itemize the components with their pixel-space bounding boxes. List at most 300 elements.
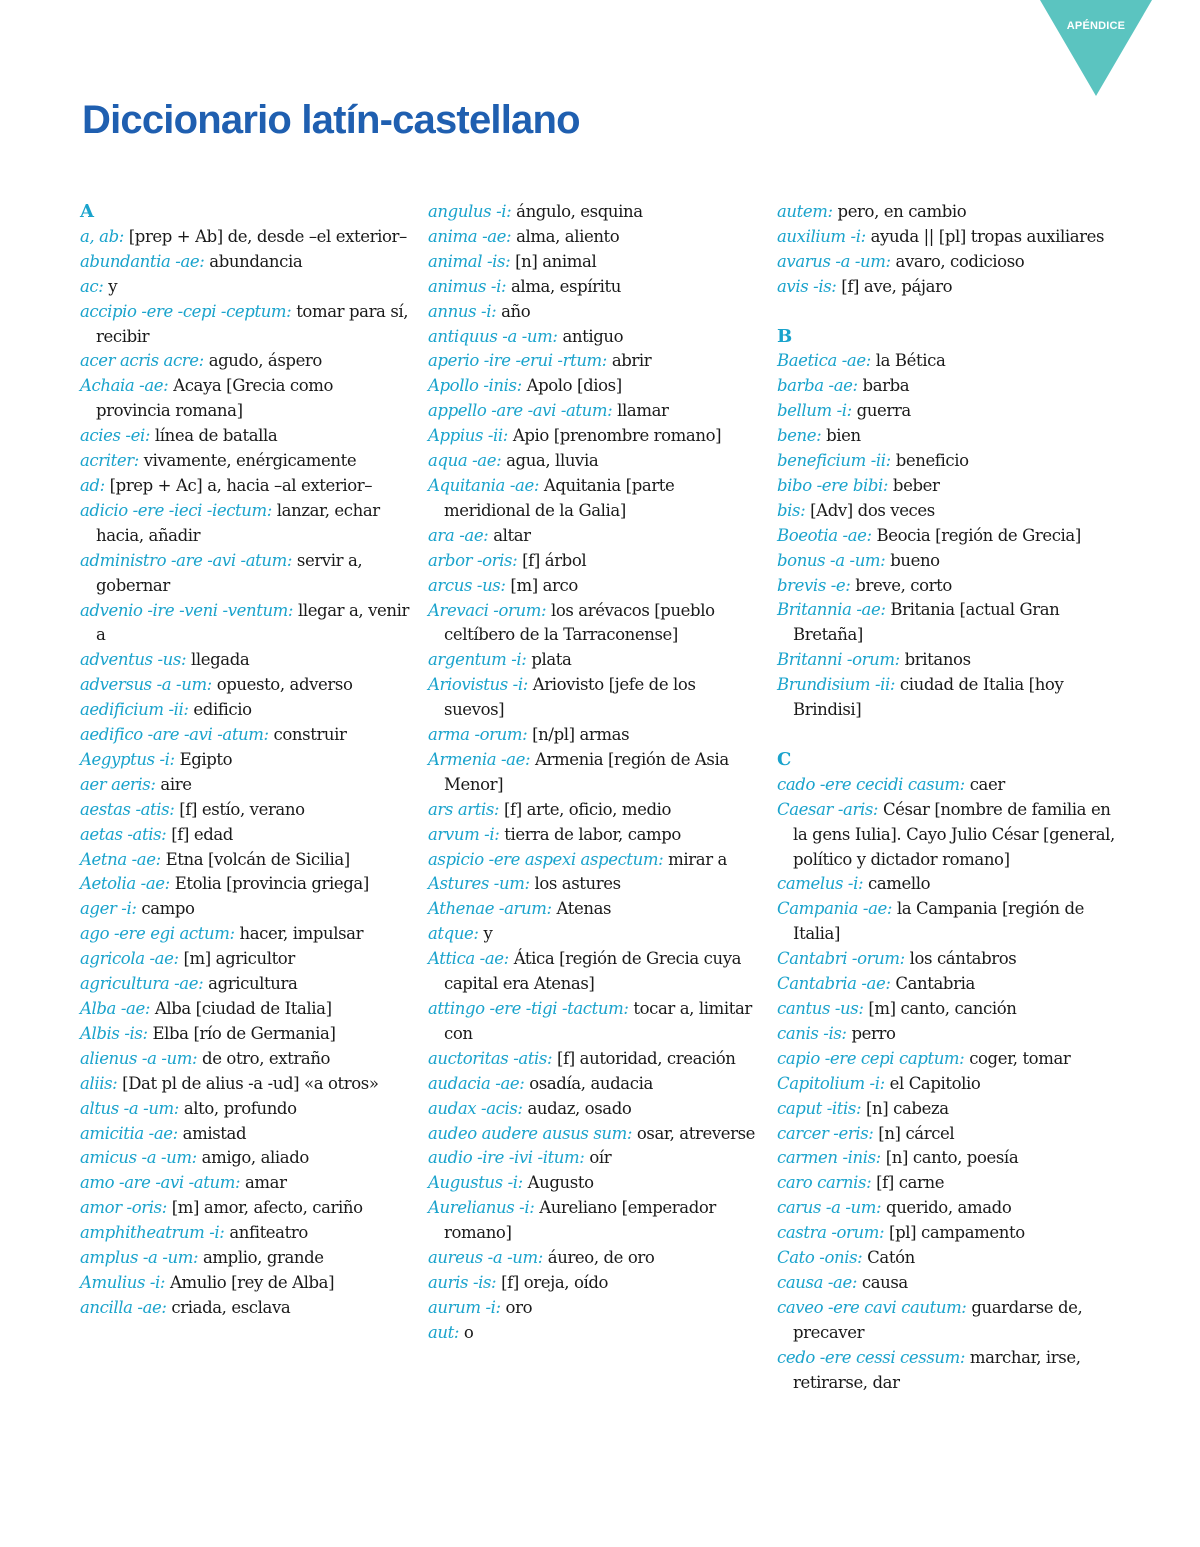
entry-lemma: Caesar -aris: (777, 799, 879, 819)
entry-lemma: Britanni -orum: (777, 650, 900, 670)
entry-lemma: camelus -i: (777, 874, 864, 894)
dictionary-entry (428, 1047, 758, 1072)
dictionary-entry (80, 225, 410, 250)
entry-definition: Armenia [región de Asia Menor] (444, 749, 729, 794)
entry-lemma: bibo -ere bibi: (777, 475, 889, 495)
entry-definition: britanos (904, 650, 971, 670)
entry-lemma: brevis -e: (777, 575, 851, 595)
entry-lemma: audio -ire -ivi -itum: (428, 1148, 585, 1168)
dictionary-entry (80, 1196, 410, 1221)
entry-lemma: cantus -us: (777, 998, 864, 1018)
entry-lemma: angulus -i: (428, 202, 512, 221)
dictionary-entry (428, 424, 758, 449)
dictionary-entry (428, 549, 758, 574)
entry-lemma: bonus -a -um: (777, 550, 886, 570)
entry-lemma: aedificium -ii: (80, 700, 189, 720)
entry-definition: bien (826, 426, 861, 446)
dictionary-entry (80, 1122, 410, 1147)
entry-definition: Apio [prenombre romano] (512, 426, 722, 446)
entry-lemma: aurum -i: (428, 1297, 501, 1317)
entry-definition: alma, espíritu (511, 276, 621, 296)
entry-definition: y (483, 924, 493, 944)
dictionary-entry (80, 823, 410, 848)
section-letter: B (777, 325, 792, 347)
dictionary-entry (777, 474, 1117, 499)
entry-lemma: aestas -atis: (80, 799, 175, 819)
entry-lemma: Attica -ae: (428, 949, 509, 969)
dictionary-entry (777, 449, 1117, 474)
entry-lemma: autem: (777, 202, 833, 221)
entry-lemma: aqua -ae: (428, 451, 502, 471)
dictionary-entry (428, 1072, 758, 1097)
dictionary-entry (428, 200, 758, 225)
dictionary-entry (777, 1246, 1117, 1271)
dictionary-entry (777, 798, 1117, 873)
entry-definition: [f] ave, pájaro (841, 276, 953, 296)
entry-definition: construir (273, 725, 347, 745)
dictionary-entry (80, 872, 410, 897)
entry-lemma: audeo audere ausus sum: (428, 1123, 633, 1143)
entry-lemma: ager -i: (80, 899, 137, 919)
entry-lemma: amicitia -ae: (80, 1123, 178, 1143)
dictionary-entry (428, 374, 758, 399)
dictionary-entry (777, 972, 1117, 997)
entry-lemma: Aurelianus -i: (428, 1198, 535, 1218)
dictionary-entry (428, 823, 758, 848)
entry-lemma: Albis -is: (80, 1023, 148, 1043)
entry-definition: vivamente, enérgicamente (143, 451, 357, 471)
entry-lemma: Cantabria -ae: (777, 974, 891, 994)
dictionary-entry (428, 1196, 758, 1246)
entry-definition: los astures (534, 874, 621, 894)
entry-definition: de otro, extraño (202, 1048, 331, 1068)
entry-definition: pero, en cambio (837, 202, 967, 221)
entry-definition: tomar para sí, recibir (96, 301, 409, 346)
entry-definition: barba (862, 376, 910, 396)
dictionary-entry (428, 1271, 758, 1296)
dictionary-entry (428, 947, 758, 997)
dictionary-entry (428, 1097, 758, 1122)
entry-lemma: cado -ere cecidi casum: (777, 774, 965, 794)
dictionary-entry (80, 673, 410, 698)
entry-lemma: acriter: (80, 451, 139, 471)
dictionary-entry (777, 399, 1117, 424)
dictionary-entry (428, 474, 758, 524)
dictionary-entry (777, 1072, 1117, 1097)
entry-lemma: Aquitania -ae: (428, 475, 539, 495)
entry-definition: breve, corto (855, 575, 952, 595)
entry-definition: César [nombre de familia en la gens Iulia]. Cayo Julio César [general, político y dictador romano] (793, 799, 1115, 869)
entry-definition: agricultura (208, 974, 298, 994)
entry-lemma: avis -is: (777, 276, 837, 296)
entry-definition: o (463, 1322, 474, 1342)
entry-lemma: Cato -onis: (777, 1248, 863, 1268)
entry-lemma: auctoritas -atis: (428, 1048, 553, 1068)
dictionary-entry (777, 997, 1117, 1022)
dictionary-entry (777, 1122, 1117, 1147)
entry-lemma: Appius -ii: (428, 426, 508, 446)
entry-lemma: caput -itis: (777, 1098, 862, 1118)
section-letter: A (80, 201, 94, 222)
dictionary-entry (80, 897, 410, 922)
entry-definition: camello (867, 874, 931, 894)
entry-lemma: ancilla -ae: (80, 1297, 167, 1317)
entry-lemma: adversus -a -um: (80, 675, 212, 695)
dictionary-entry (80, 773, 410, 798)
entry-lemma: amplus -a -um: (80, 1248, 199, 1268)
entry-lemma: Brundisium -ii: (777, 675, 896, 695)
entry-definition: osar, atreverse (636, 1123, 756, 1143)
entry-definition: aire (160, 774, 192, 794)
entry-definition: año (501, 301, 531, 321)
dictionary-entry (777, 250, 1117, 275)
dictionary-entry (80, 250, 410, 275)
entry-lemma: aut: (428, 1322, 460, 1342)
dictionary-entry (80, 1246, 410, 1271)
entry-lemma: capio -ere cepi captum: (777, 1048, 965, 1068)
entry-definition: [n/pl] armas (532, 725, 630, 745)
entry-definition: mirar a (668, 849, 727, 869)
entry-lemma: argentum -i: (428, 650, 527, 670)
page-title: Diccionario latín-castellano (82, 98, 580, 142)
entry-lemma: aureus -a -um: (428, 1248, 543, 1268)
dictionary-entry (428, 997, 758, 1047)
entry-definition: tierra de labor, campo (504, 824, 681, 844)
entry-definition: campo (141, 899, 195, 919)
dictionary-entry (428, 225, 758, 250)
entry-definition: [n] canto, poesía (885, 1148, 1019, 1168)
appendix-tab-label: APÉNDICE (1066, 20, 1126, 32)
entry-definition: Augusto (527, 1173, 594, 1193)
entry-lemma: ago -ere egi actum: (80, 924, 235, 944)
entry-definition: [f] edad (171, 824, 233, 844)
entry-definition: amigo, aliado (201, 1148, 309, 1168)
entry-definition: [Adv] dos veces (810, 500, 935, 520)
dictionary-entry (777, 549, 1117, 574)
dictionary-entry (80, 748, 410, 773)
entry-definition: [f] arte, oficio, medio (503, 799, 672, 819)
dictionary-entry (80, 648, 410, 673)
entry-lemma: arcus -us: (428, 575, 506, 595)
entry-definition: Acaya [Grecia como provincia romana] (96, 376, 334, 421)
dictionary-entry (80, 1146, 410, 1171)
entry-definition: [prep + Ab] de, desde –el exterior– (128, 226, 407, 246)
entry-definition: caer (969, 774, 1005, 794)
entry-definition: [pl] campamento (889, 1223, 1025, 1243)
dictionary-entry (80, 997, 410, 1022)
entry-definition: [n] animal (515, 251, 597, 271)
dictionary-entry (777, 1022, 1117, 1047)
entry-lemma: bellum -i: (777, 401, 852, 421)
entry-definition: querido, amado (886, 1198, 1012, 1218)
entry-lemma: amphitheatrum -i: (80, 1223, 225, 1243)
dictionary-entry (777, 1047, 1117, 1072)
entry-definition: oro (505, 1297, 533, 1317)
entry-definition: Atenas (556, 899, 612, 919)
entry-lemma: advenio -ire -veni -ventum: (80, 600, 294, 620)
appendix-tab-shape (1040, 0, 1152, 96)
entry-definition: plata (531, 650, 572, 670)
entry-definition: ciudad de Italia [hoy Brindisi] (793, 675, 1064, 720)
entry-lemma: aspicio -ere aspexi aspectum: (428, 849, 664, 869)
entry-lemma: bis: (777, 500, 806, 520)
entry-lemma: abundantia -ae: (80, 251, 205, 271)
entry-definition: Aquitania [parte meridional de la Galia] (444, 475, 675, 520)
entry-lemma: auris -is: (428, 1272, 497, 1292)
dictionary-entry (777, 872, 1117, 897)
entry-definition: Aureliano [emperador romano] (444, 1198, 716, 1243)
entry-lemma: canis -is: (777, 1023, 847, 1043)
entry-definition: perro (851, 1023, 896, 1043)
entry-lemma: Campania -ae: (777, 899, 893, 919)
entry-lemma: arvum -i: (428, 824, 500, 844)
entry-lemma: acer acris acre: (80, 351, 204, 371)
entry-definition: avaro, codicioso (895, 251, 1025, 271)
dictionary-entry (80, 374, 410, 424)
dictionary-column-1 (80, 200, 410, 1321)
entry-definition: guerra (856, 401, 911, 421)
dictionary-entry (428, 1246, 758, 1271)
dictionary-entry (428, 524, 758, 549)
entry-lemma: Achaia -ae: (80, 376, 169, 396)
entry-definition: ángulo, esquina (516, 202, 643, 221)
dictionary-entry (80, 1296, 410, 1321)
dictionary-entry (428, 1321, 758, 1346)
entry-definition: [n] cárcel (878, 1123, 955, 1143)
entry-lemma: ad: (80, 475, 105, 495)
entry-lemma: barba -ae: (777, 376, 858, 396)
entry-definition: Elba [río de Germania] (152, 1023, 336, 1043)
dictionary-entry (80, 1072, 410, 1097)
dictionary-entry (428, 599, 758, 649)
entry-lemma: ara -ae: (428, 525, 489, 545)
entry-lemma: ars artis: (428, 799, 500, 819)
dictionary-entry (428, 449, 758, 474)
entry-definition: [n] cabeza (866, 1098, 949, 1118)
entry-definition: los cántabros (909, 949, 1017, 969)
dictionary-entry (777, 1146, 1117, 1171)
dictionary-entry (428, 325, 758, 350)
dictionary-entry (428, 399, 758, 424)
entry-lemma: audacia -ae: (428, 1073, 525, 1093)
entry-definition: [prep + Ac] a, hacia –al exterior– (109, 475, 373, 495)
entry-lemma: attingo -ere -tigi -tactum: (428, 999, 629, 1018)
dictionary-entry (777, 424, 1117, 449)
entry-lemma: aedifico -are -avi -atum: (80, 725, 269, 745)
dictionary-entry (777, 648, 1117, 673)
entry-definition: amplio, grande (203, 1248, 324, 1268)
entry-lemma: amo -are -avi -atum: (80, 1173, 241, 1193)
entry-definition: Britania [actual Gran Bretaña] (793, 600, 1060, 645)
entry-definition: Beocia [región de Grecia] (876, 525, 1081, 545)
entry-definition: bueno (890, 550, 940, 570)
entry-definition: los arévacos [pueblo celtíbero de la Tarraconense] (444, 600, 715, 645)
dictionary-entry (428, 723, 758, 748)
dictionary-entry (777, 1346, 1117, 1396)
entry-definition: línea de batalla (154, 426, 278, 446)
entry-lemma: caveo -ere cavi cautum: (777, 1297, 967, 1317)
dictionary-entry (777, 947, 1117, 972)
dictionary-entry (80, 1221, 410, 1246)
entry-definition: [m] agricultor (183, 949, 295, 969)
entry-definition: [m] amor, afecto, cariño (171, 1198, 363, 1218)
dictionary-entry (428, 250, 758, 275)
dictionary-entry (80, 549, 410, 599)
entry-lemma: agricultura -ae: (80, 974, 204, 994)
dictionary-entry (777, 200, 1117, 225)
dictionary-entry (428, 922, 758, 947)
entry-definition: alma, aliento (516, 226, 620, 246)
entry-lemma: bene: (777, 426, 822, 446)
entry-definition: lanzar, echar hacia, añadir (96, 500, 380, 545)
dictionary-entry (80, 1097, 410, 1122)
entry-definition: Amulio [rey de Alba] (169, 1272, 335, 1292)
entry-lemma: Boeotia -ae: (777, 525, 872, 545)
dictionary-entry (428, 798, 758, 823)
entry-definition: el Capitolio (889, 1073, 981, 1093)
entry-lemma: Alba -ae: (80, 999, 150, 1018)
dictionary-column-2 (428, 200, 758, 1346)
dictionary-entry (80, 698, 410, 723)
dictionary-entry (777, 374, 1117, 399)
entry-lemma: aetas -atis: (80, 824, 167, 844)
entry-definition: oír (589, 1148, 612, 1168)
entry-definition: [f] oreja, oído (501, 1272, 609, 1292)
dictionary-entry (428, 574, 758, 599)
entry-definition: la Bética (875, 351, 946, 371)
entry-definition: amar (244, 1173, 287, 1193)
entry-lemma: arma -orum: (428, 725, 528, 745)
entry-lemma: acies -ei: (80, 426, 151, 446)
entry-definition: áureo, de oro (547, 1248, 655, 1268)
entry-definition: beneficio (895, 451, 969, 471)
entry-lemma: aperio -ire -erui -rtum: (428, 351, 607, 371)
entry-definition: y (108, 276, 118, 296)
entry-definition: Egipto (179, 749, 233, 769)
entry-definition: [Dat pl de alius -a -ud] «a otros» (122, 1073, 379, 1093)
entry-definition: guardarse de, precaver (793, 1297, 1083, 1342)
entry-definition: abundancia (209, 251, 303, 271)
dictionary-entry (80, 275, 410, 300)
entry-lemma: carmen -inis: (777, 1148, 881, 1168)
entry-lemma: a, ab: (80, 226, 124, 246)
entry-lemma: animal -is: (428, 251, 511, 271)
entry-definition: agudo, áspero (208, 351, 322, 371)
dictionary-entry (428, 1171, 758, 1196)
entry-lemma: Ariovistus -i: (428, 675, 528, 695)
entry-lemma: antiquus -a -um: (428, 326, 558, 346)
dictionary-entry (428, 872, 758, 897)
entry-definition: Cantabria (895, 974, 975, 994)
entry-lemma: caro carnis: (777, 1173, 872, 1193)
dictionary-entry (777, 1221, 1117, 1246)
entry-definition: opuesto, adverso (216, 675, 353, 695)
dictionary-entry (80, 599, 410, 649)
entry-definition: amistad (182, 1123, 247, 1143)
entry-definition: tocar a, limitar con (444, 999, 752, 1043)
entry-definition: Ariovisto [jefe de los suevos] (444, 675, 696, 720)
dictionary-entry (777, 1097, 1117, 1122)
dictionary-entry (777, 574, 1117, 599)
dictionary-entry (80, 300, 410, 350)
entry-lemma: altus -a -um: (80, 1098, 179, 1118)
entry-lemma: Astures -um: (428, 874, 530, 894)
dictionary-entry (777, 275, 1117, 300)
entry-lemma: alienus -a -um: (80, 1048, 198, 1068)
entry-lemma: accipio -ere -cepi -ceptum: (80, 301, 292, 321)
entry-lemma: appello -are -avi -atum: (428, 401, 613, 421)
entry-lemma: atque: (428, 924, 479, 944)
entry-definition: osadía, audacia (529, 1073, 653, 1093)
dictionary-entry (428, 897, 758, 922)
entry-definition: Catón (867, 1248, 915, 1268)
entry-definition: Etolia [provincia griega] (174, 874, 369, 894)
dictionary-entry (80, 848, 410, 873)
dictionary-entry (80, 499, 410, 549)
entry-lemma: anima -ae: (428, 226, 512, 246)
dictionary-entry (80, 1022, 410, 1047)
dictionary-entry (428, 748, 758, 798)
dictionary-entry (428, 648, 758, 673)
entry-definition: antiguo (562, 326, 624, 346)
dictionary-entry (777, 897, 1117, 947)
dictionary-entry (80, 947, 410, 972)
entry-lemma: avarus -a -um: (777, 251, 891, 271)
entry-lemma: Arevaci -orum: (428, 600, 547, 620)
entry-definition: Apolo [dios] (526, 376, 622, 396)
entry-definition: llegar a, venir a (96, 600, 409, 645)
entry-definition: Ática [región de Grecia cuya capital era Atenas] (444, 949, 742, 994)
entry-lemma: Armenia -ae: (428, 749, 531, 769)
entry-lemma: Amulius -i: (80, 1272, 166, 1292)
entry-definition: la Campania [región de Italia] (793, 899, 1085, 944)
dictionary-entry (777, 524, 1117, 549)
dictionary-entry (777, 1271, 1117, 1296)
entry-definition: [f] carne (876, 1173, 945, 1193)
entry-lemma: aer aeris: (80, 774, 156, 794)
dictionary-entry (428, 1122, 758, 1147)
dictionary-entry (80, 922, 410, 947)
dictionary-entry (428, 349, 758, 374)
dictionary-entry (80, 424, 410, 449)
entry-lemma: Britannia -ae: (777, 600, 886, 620)
entry-definition: agua, lluvia (506, 451, 599, 471)
entry-definition: [f] estío, verano (179, 799, 305, 819)
entry-definition: coger, tomar (969, 1048, 1071, 1068)
appendix-tab (1040, 0, 1152, 96)
dictionary-entry (80, 474, 410, 499)
entry-definition: Alba [ciudad de Italia] (154, 999, 332, 1018)
entry-lemma: beneficium -ii: (777, 451, 891, 471)
entry-definition: anfiteatro (229, 1223, 308, 1243)
entry-lemma: Cantabri -orum: (777, 949, 905, 969)
entry-definition: [m] canto, canción (868, 998, 1017, 1018)
dictionary-column-3 (777, 200, 1117, 1395)
entry-definition: llegada (190, 650, 250, 670)
dictionary-entry (777, 1196, 1117, 1221)
entry-lemma: castra -orum: (777, 1223, 885, 1243)
entry-lemma: amor -oris: (80, 1198, 167, 1218)
entry-definition: abrir (611, 351, 652, 371)
dictionary-entry (80, 349, 410, 374)
entry-lemma: Athenae -arum: (428, 899, 552, 919)
dictionary-entry (80, 723, 410, 748)
tab-triangle (1040, 0, 1152, 96)
entry-lemma: amicus -a -um: (80, 1148, 197, 1168)
dictionary-entry (80, 1171, 410, 1196)
entry-lemma: Aetolia -ae: (80, 874, 170, 894)
entry-lemma: administro -are -avi -atum: (80, 550, 293, 570)
